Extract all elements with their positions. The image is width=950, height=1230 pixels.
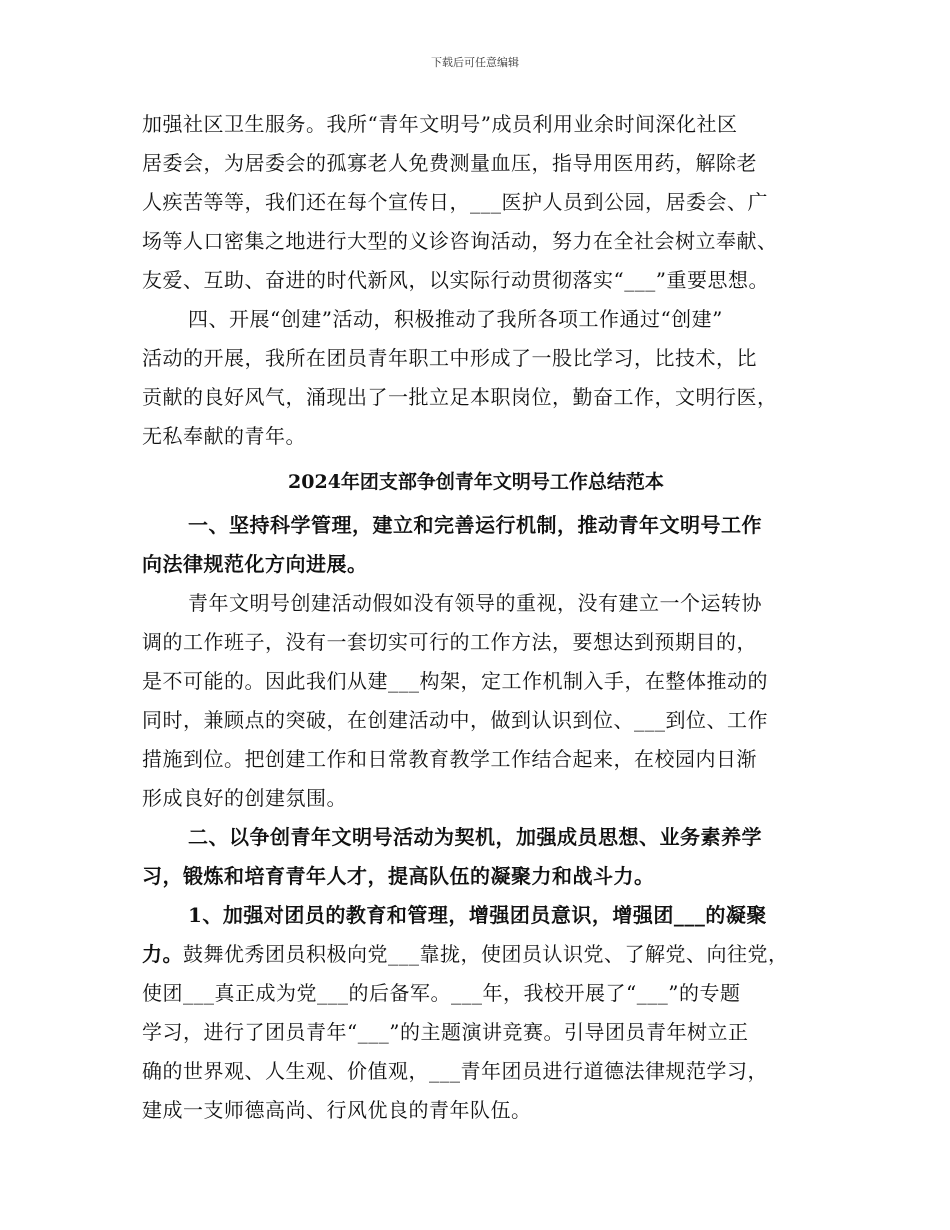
text-span: 鼓舞优秀团员积极向党___靠拢，使团员认识党、了解党、向往党， — [183, 942, 789, 966]
text-line: 确的世界观、人生观、价值观，___青年团员进行道德法律规范学习， — [142, 1059, 768, 1083]
text-line: 措施到位。把创建工作和日常教育教学工作结合起来，在校园内日渐 — [142, 747, 757, 771]
header-note: 下载后可任意编辑 — [431, 56, 519, 69]
section-four — [142, 300, 810, 456]
text-line: 人疾苦等等，我们还在每个宣传日，___医护人员到公园，居委会、广 — [142, 190, 768, 214]
text-line: 使团___真正成为党___的后备军。___年，我校开展了“___”的专题 — [142, 981, 741, 1005]
text-line: 居委会，为居委会的孤寡老人免费测量血压，指导用医用药，解除老 — [142, 151, 757, 175]
subheading-line: 1、加强对团员的教育和管理，增强团员意识，增强团___的凝聚 — [188, 903, 767, 927]
document-body — [142, 105, 810, 1130]
text-line: 建成一支师德高尚、行风优良的青年队伍。 — [142, 1098, 532, 1122]
paragraph-two — [142, 896, 810, 1130]
text-line: 无私奉献的青年。 — [142, 424, 306, 448]
text-line: 友爱、互助、奋进的时代新风，以实际行动贯彻落实“___”重要思想。 — [142, 268, 769, 292]
text-line: 贡献的良好风气，涌现出了一批立足本职岗位，勤奋工作，文明行医， — [142, 385, 778, 409]
text-line: 场等人口密集之地进行大型的义诊咨询活动，努力在全社会树立奉献、 — [142, 229, 778, 253]
heading-line: 二、以争创青年文明号活动为契机，加强成员思想、业务素养学 — [188, 825, 762, 849]
text-line — [142, 935, 810, 974]
heading-one — [142, 506, 810, 584]
paragraph-one — [142, 584, 810, 818]
heading-two — [142, 818, 810, 896]
text-line: 是不可能的。因此我们从建___构架，定工作机制入手，在整体推动的 — [142, 669, 768, 693]
text-line: 形成良好的创建氛围。 — [142, 786, 347, 810]
text-line: 调的工作班子，没有一套切实可行的工作方法，要想达到预期目的， — [142, 630, 757, 654]
heading-line: 一、坚持科学管理，建立和完善运行机制，推动青年文明号工作 — [188, 513, 762, 537]
section-intro — [142, 105, 810, 300]
text-line: 加强社区卫生服务。我所“青年文明号”成员利用业余时间深化社区 — [142, 112, 738, 136]
text-line: 四、开展“创建”活动，积极推动了我所各项工作通过“创建” — [188, 307, 723, 331]
text-line: 活动的开展，我所在团员青年职工中形成了一股比学习，比技术，比 — [142, 346, 757, 370]
heading-line: 习，锻炼和培育青年人才，提高队伍的凝聚力和战斗力。 — [142, 864, 655, 888]
subheading-tail: 力。 — [142, 942, 183, 966]
text-line: 学习，进行了团员青年“___”的主题演讲竞赛。引导团员青年树立正 — [142, 1020, 749, 1044]
text-line: 同时，兼顾点的突破，在创建活动中，做到认识到位、___到位、工作 — [142, 708, 768, 732]
document-title: 2024年团支部争创青年文明号工作总结范本 — [288, 471, 664, 493]
heading-line: 向法律规范化方向进展。 — [142, 552, 368, 576]
text-line: 青年文明号创建活动假如没有领导的重视，没有建立一个运转协 — [188, 591, 762, 615]
